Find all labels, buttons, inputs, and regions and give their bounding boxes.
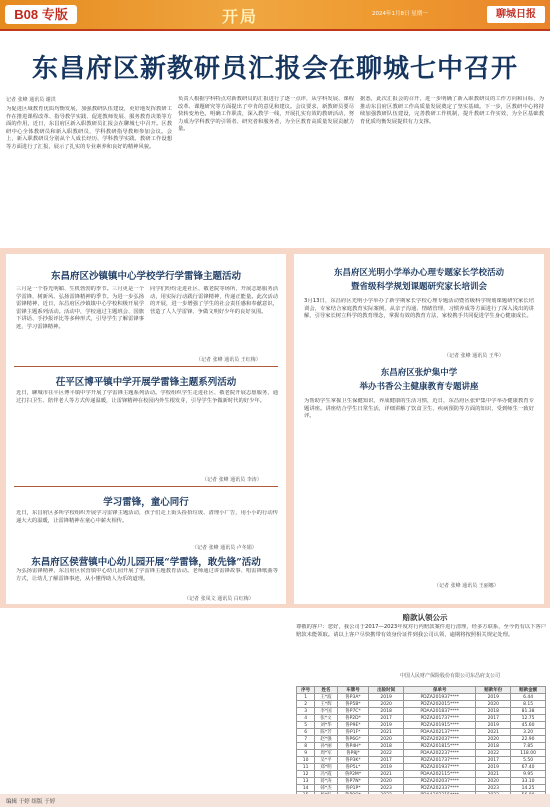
table-header-cell: 车牌号 <box>337 687 369 694</box>
page-header <box>0 0 550 31</box>
table-cell: 12 <box>297 771 315 778</box>
claims-table <box>296 686 546 806</box>
table-cell: 2020 <box>476 778 511 785</box>
table-cell: 2022 <box>476 750 511 757</box>
table-cell: 2018 <box>369 708 404 715</box>
article-2-byline: （记者 张峰 通讯员 王华） <box>444 353 504 359</box>
table-cell: 9.95 <box>511 771 546 778</box>
table-cell: 22.90 <box>511 736 546 743</box>
table-cell: PDZA201737**** <box>404 715 476 722</box>
table-header-cell: 赔款金额 <box>511 687 546 694</box>
table-cell: 3 <box>297 708 315 715</box>
table-row <box>297 764 546 771</box>
table-cell: 鲁P2M* <box>337 771 369 778</box>
main-byline: 记者 张峰 通讯员 谢洪 <box>6 97 56 103</box>
table-cell: 2019 <box>476 694 511 701</box>
table-cell: 李*国 <box>315 708 337 715</box>
table-cell: 鲁P8J* <box>337 750 369 757</box>
table-cell: 张*文 <box>315 715 337 722</box>
table-cell: 蒋*涛 <box>315 778 337 785</box>
table-cell: 2017 <box>476 757 511 764</box>
table-cell: 6 <box>297 729 315 736</box>
table-cell: PDAA201837**** <box>404 708 476 715</box>
table-cell: PDZA202037**** <box>404 778 476 785</box>
table-row <box>297 729 546 736</box>
table-cell: 郑*明 <box>315 764 337 771</box>
table-cell: 8 <box>297 743 315 750</box>
table-cell: 81.38 <box>511 708 546 715</box>
table-cell: 5.50 <box>511 757 546 764</box>
table-cell: 2017 <box>369 757 404 764</box>
table-cell: 王*辉 <box>315 701 337 708</box>
table-cell: 赵*强 <box>315 736 337 743</box>
main-col-1: 为促进区域教育优质均衡发展，加强教研队伍建设，更好地发挥教研工作在推进课程改革、指导教学实践、促进教师发展、服务教育决策等方面的作用，近日，东昌府区新入职教研员汇报会在聊城七中召开。区教研中心全体教研员和新入职教研员、学科教研指导教师参加会议。会上，新入职教研员分别从个人成长经历、学科教学实践、教研工作设想等方面进行了汇报，展示了扎实的专业素养和良好的精神风貌。 <box>6 106 172 150</box>
table-header-cell: 出险时间 <box>369 687 404 694</box>
table-cell: 2019 <box>369 764 404 771</box>
article-6-body: 为弘扬雷锋精神，东昌府区侯营镇中心幼儿园开展了学雷锋主题教育活动。老师通过讲雷锋故事、唱雷锋歌曲等方式，让幼儿了解雷锋事迹，从小懂得助人为乐的道理。 <box>16 568 278 582</box>
article-6-byline: （记者 张凤文 通讯员 白红梅） <box>184 596 254 602</box>
table-cell: 2019 <box>369 694 404 701</box>
table-cell: 2017 <box>369 715 404 722</box>
table-cell: 2019 <box>476 722 511 729</box>
article-5-title: 学习雷锋，童心同行 <box>103 497 189 508</box>
table-cell: 2021 <box>369 771 404 778</box>
table-cell: 2 <box>297 701 315 708</box>
notice-text: 尊敬的客户：您好，我公司于2017—2023年度对行内赔款案件进行清理，经多方联系，至今仍有以下客户赔款未能领取。请以上客户尽快携带有效身份证件到我公司认领，逾期将按照相关规定处理。 <box>296 624 546 638</box>
article-3-title: 茌平区博平镇中学开展学雷锋主题系列活动 <box>55 377 237 388</box>
table-cell: 2019 <box>476 764 511 771</box>
table-cell: 67.40 <box>511 764 546 771</box>
table-header-cell: 序号 <box>297 687 315 694</box>
article-1-col-2: 同学们纷纷走进社区、敬老院等场所，开展志愿服务活动，用实际行动践行雷锋精神，传递正能量。此次活动的开展，进一步增强了学生的社会责任感和奉献意识，营造了人人学雷锋、争做文明好少年的良好氛围。 <box>150 286 278 315</box>
page-headline: 东昌府区新教研员汇报会在聊城七中召开 <box>31 54 518 84</box>
table-cell: 2020 <box>476 701 511 708</box>
table-cell: 2018 <box>476 708 511 715</box>
table-cell: 韩*杰 <box>315 785 337 792</box>
table-cell: 鲁P5B* <box>337 701 369 708</box>
table-cell: 鲁P5L* <box>337 764 369 771</box>
table-cell: 2018 <box>476 743 511 750</box>
divider <box>14 366 278 367</box>
footer-editor: 编辑 于婷 组版 于婷 <box>6 799 56 805</box>
table-cell: 45.60 <box>511 722 546 729</box>
table-cell: 鲁P4H* <box>337 743 369 750</box>
table-cell: 2023 <box>369 785 404 792</box>
table-cell: 2023 <box>476 785 511 792</box>
header-rule <box>0 29 550 31</box>
table-row <box>297 701 546 708</box>
table-cell: 鲁P3A* <box>337 694 369 701</box>
article-5-body: 近日，东昌府区多所学校组织开展学习雷锋主题活动，孩子们走上街头捡拾垃圾、清理小广告，用小小的行动传递大大的温暖，让雷锋精神在童心中薪火相传。 <box>16 510 278 524</box>
article-4-body: 为帮助学生掌握卫生保健知识，养成健康的生活习惯，近日，东昌府区张炉集中学举办健康教育专题讲座。讲座结合学生日常生活，详细讲解了饮食卫生、疾病预防等方面的知识，受到师生一致好评。 <box>304 398 534 420</box>
article-4-byline: （记者 张峰 通讯员 王丽娜） <box>434 583 499 589</box>
page-footer <box>0 794 550 807</box>
table-cell: 2019 <box>369 722 404 729</box>
table-cell: 冯*霞 <box>315 771 337 778</box>
table-cell: 鲁P1P* <box>337 785 369 792</box>
table-cell: 王*波 <box>315 694 337 701</box>
article-6-title: 东昌府区侯营镇中心幼儿园开展“学雷锋，敢先锋”活动 <box>31 557 261 568</box>
table-cell: 2021 <box>369 729 404 736</box>
table-cell: 2020 <box>369 778 404 785</box>
table-row <box>297 771 546 778</box>
right-article-box <box>294 254 544 604</box>
table-body <box>297 694 546 806</box>
table-cell: 2020 <box>369 736 404 743</box>
notice-title: 赔款认领公示 <box>402 613 448 622</box>
table-cell: 鲁P7C* <box>337 708 369 715</box>
table-cell: 周*军 <box>315 750 337 757</box>
header-band <box>0 0 550 29</box>
table-cell: PDZA201915**** <box>404 722 476 729</box>
table-cell: 鲁P2D* <box>337 715 369 722</box>
table-cell: PDZA201937**** <box>404 694 476 701</box>
table-cell: PDZA202337**** <box>404 785 476 792</box>
table-cell: 刘*华 <box>315 722 337 729</box>
article-3-body: 近日，聊城市茌平区博平镇中学开展了学雷锋主题系列活动。学校组织学生走进社区、敬老院开展志愿服务，通过打扫卫生、陪伴老人等方式传递温暖，让雷锋精神在校园内外生根发芽，引导学生争做新时代的好少年。 <box>16 390 278 404</box>
table-header-row <box>297 687 546 694</box>
table-cell: 鲁P9E* <box>337 722 369 729</box>
table-cell: 12.75 <box>511 715 546 722</box>
divider <box>14 486 278 487</box>
table-row <box>297 715 546 722</box>
table-cell: 6.44 <box>511 694 546 701</box>
table-cell: 2017 <box>476 715 511 722</box>
table-cell: 鲁P6G* <box>337 736 369 743</box>
table-cell: 鲁P1F* <box>337 729 369 736</box>
table-cell: 8.15 <box>511 701 546 708</box>
article-2-title-line-1: 东昌府区光明小学举办心理专题家长学校活动 <box>333 268 504 278</box>
notice-company: 中国人民财产保险股份有限公司东昌府支公司 <box>400 673 501 679</box>
article-2-title-line-2: 暨省级科学规划课题研究家长培训会 <box>350 282 487 292</box>
table-row <box>297 708 546 715</box>
table-cell: 吴*平 <box>315 757 337 764</box>
article-5-byline: （记者 张峰 通讯员 卢冬娟） <box>192 545 257 551</box>
article-4-title-line-1: 东昌府区张炉集中学 <box>380 368 458 378</box>
section-brand: 开局 <box>222 7 259 26</box>
table-cell: PDZA201815**** <box>404 743 476 750</box>
article-3-byline: （记者 张峰 通讯员 李涛） <box>202 477 262 483</box>
table-cell: 1 <box>297 694 315 701</box>
table-row <box>297 785 546 792</box>
table-row <box>297 694 546 701</box>
table-cell: 4 <box>297 715 315 722</box>
table-cell: 鲁P7N* <box>337 778 369 785</box>
table-header-cell: 姓名 <box>315 687 337 694</box>
table-cell: 2022 <box>369 750 404 757</box>
article-1-col-1: 三月是一个春光明媚、生机勃勃的季节。三月更是一个学雷锋、树新风、弘扬雷锋精神的季节。为进一步弘扬雷锋精神，近日，东昌府区沙镇镇中心学校积极开展学雷锋主题系列活动。活动中，学校通过主题班会、国旗下讲话、手抄报评比等多种形式，引导学生了解雷锋事迹，学习雷锋精神。 <box>16 286 144 330</box>
table-cell: 鲁P3K* <box>337 757 369 764</box>
table-cell: 2021 <box>476 771 511 778</box>
table-row <box>297 743 546 750</box>
table-cell: 2021 <box>476 729 511 736</box>
table-cell: PDAA202237**** <box>404 750 476 757</box>
left-article-box <box>6 254 286 604</box>
table-cell: 11 <box>297 764 315 771</box>
page-code: B08 专版 <box>5 5 77 24</box>
table-cell: 33.10 <box>511 778 546 785</box>
table-cell: PDAA202115**** <box>404 771 476 778</box>
article-4-title-line-2: 举办书香公主健康教育专题讲座 <box>359 382 479 392</box>
table-cell: 10 <box>297 757 315 764</box>
table-cell: PDZA202037**** <box>404 736 476 743</box>
table-cell: 7.85 <box>511 743 546 750</box>
article-2-body: 3月13日，东昌府区光明小学举办了新学期家长学校心理专题活动暨省级科学规划课题研究家长培训会，专家结合家庭教育实际案例，从亲子沟通、情绪管理、习惯养成等方面进行了深入浅出的讲解，引导家长树立科学的教育理念，掌握有效的教育方法，家校携手共同促进学生身心健康成长。 <box>304 298 534 320</box>
table-cell: PDZA201937**** <box>404 764 476 771</box>
table-cell: PDZA202015**** <box>404 701 476 708</box>
article-1-byline: （记者 张峰 通讯员 王红梅） <box>196 357 261 363</box>
table-cell: 2018 <box>369 743 404 750</box>
main-col-2: 负责人根据学科特点对新教研员的汇报进行了逐一点评，从学科发展、课程改革、课题研究等方面提出了中肯的意见和建议。会议要求，新教研员要尽快转变角色，明确工作职责，深入教学一线，开展扎实有效的教研活动，努力成为学科教学的引领者、研究者和服务者，为全区教育高质量发展贡献力量。 <box>178 96 354 133</box>
table-cell: PDZA201737**** <box>404 757 476 764</box>
table-cell: 陈*芳 <box>315 729 337 736</box>
table-cell: 9 <box>297 750 315 757</box>
issue-date: 2024年1月8日 星期一 <box>372 11 428 17</box>
table-cell: 2020 <box>476 736 511 743</box>
table-cell: 3.20 <box>511 729 546 736</box>
table-header-cell: 赔款年份 <box>476 687 511 694</box>
table-cell: 孙*丽 <box>315 743 337 750</box>
table-cell: 14.25 <box>511 785 546 792</box>
table-row <box>297 736 546 743</box>
table-cell: 14 <box>297 785 315 792</box>
newspaper-logo: 聊城日报 <box>487 6 545 23</box>
table-cell: 5 <box>297 722 315 729</box>
article-1-title: 东昌府区沙镇镇中心学校学行学雷锋主题活动 <box>50 271 241 282</box>
table-cell: 118.00 <box>511 750 546 757</box>
table-cell: 2020 <box>369 701 404 708</box>
table-cell: 7 <box>297 736 315 743</box>
main-col-3: 据悉，此次汇报会的召开，进一步明确了新入职教研员的工作方向和目标，为推动东昌府区教研工作高质量发展奠定了坚实基础。下一步，区教研中心将持续加强教研队伍建设，完善教研工作机制，提升教研工作实效，为全区基础教育优质均衡发展提供有力支撑。 <box>360 96 544 125</box>
table-header-cell: 保单号 <box>404 687 476 694</box>
table-cell: PDAA202137**** <box>404 729 476 736</box>
table-row <box>297 750 546 757</box>
table-row <box>297 778 546 785</box>
table-row <box>297 722 546 729</box>
table-cell: 13 <box>297 778 315 785</box>
table-row <box>297 757 546 764</box>
